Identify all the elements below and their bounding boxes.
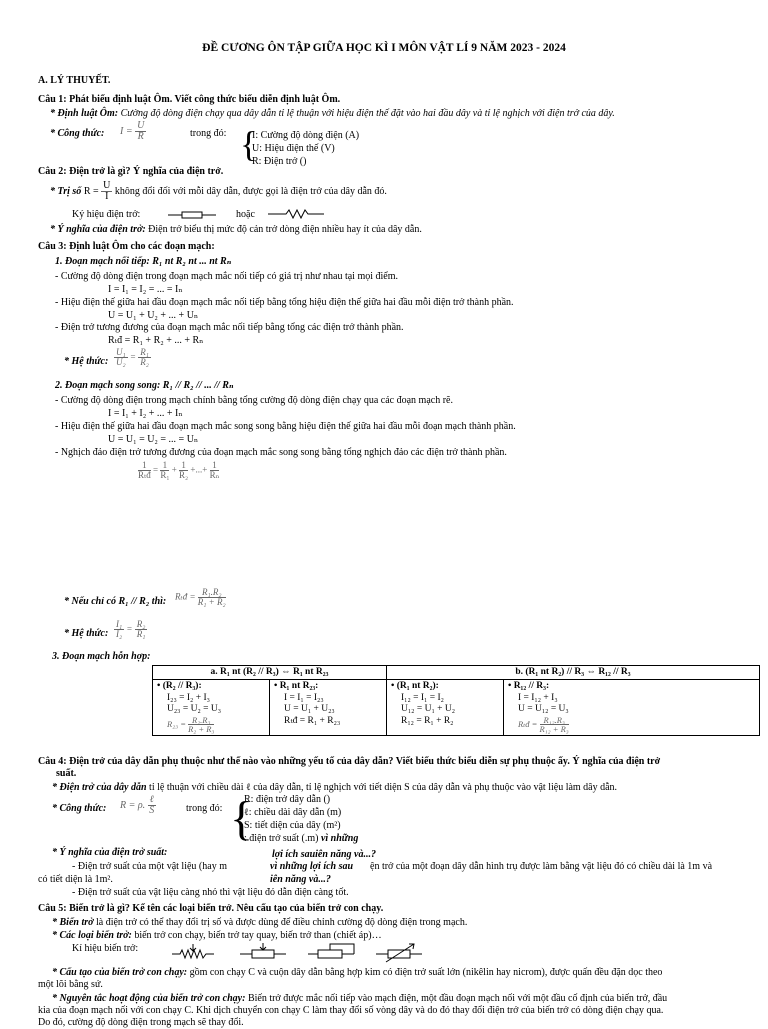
table-header-b: b. (R₁ nt R₂) // R₃ ⇔ R₁₂ // R₃ xyxy=(387,666,760,680)
q4-overlay-2b: iên năng và...? xyxy=(315,849,376,860)
q2-value-r: R = xyxy=(83,185,99,197)
q1-formula-label: * Công thức: xyxy=(50,128,105,139)
q1-formula xyxy=(120,121,146,142)
document-title: ĐỀ CƯƠNG ÔN TẬP GIỮA HỌC KÌ I MÔN VẬT LÍ 9 NĂM 2023 - 2024 xyxy=(202,42,566,54)
q3-s1-title: 1. Đoạn mạch nối tiếp: R₁ nt R₂ nt ... nt Rₙ xyxy=(55,256,232,267)
q3-s2-if-formula xyxy=(175,588,226,607)
mixed-circuit-table xyxy=(152,665,760,736)
q3-s2-if-fraction xyxy=(198,588,226,607)
q4-heading-line2: suất. xyxy=(56,768,77,779)
q4-formula-label: * Công thức: xyxy=(52,803,107,814)
q3-s2-sys-right xyxy=(135,620,148,639)
q4-var-2: ℓ: chiều dài dây dẫn (m) xyxy=(244,807,342,818)
section-a-heading: A. LÝ THUYẾT. xyxy=(38,75,111,86)
q3-s1-sys-label: * Hệ thức: xyxy=(64,356,109,367)
q4-brace: { xyxy=(230,792,254,845)
c4-line1: I = I₁₂ + I₃ xyxy=(518,692,558,703)
c3-line1: I₁₂ = I₁ = I₂ xyxy=(401,692,444,703)
q4-formula-lhs: R = ρ. xyxy=(120,799,146,811)
q3-s2-sys-label: * Hệ thức: xyxy=(64,628,109,639)
q3-s2-f3-term-1 xyxy=(160,461,169,480)
c3-line2: U₁₂ = U₁ + U₂ xyxy=(401,704,456,715)
q3-s2-formula2: U = U₁ = U₂ = ... = Uₙ xyxy=(108,434,199,445)
c3-head: • (R₁ nt R₂): xyxy=(391,681,439,692)
q3-s2-sys-lnum: I₁ xyxy=(116,619,123,629)
q3-s1-formula3: Rₜđ = R₁ + R₂ + ... + Rₙ xyxy=(108,335,204,346)
q3-s1-formula2: U = U₁ + U₂ + ... + Uₙ xyxy=(108,310,199,321)
q5-principle xyxy=(52,993,667,1005)
c4-f-num: R₁₂.R₃ xyxy=(540,716,569,726)
c4-f-lhs: Rₜđ = xyxy=(518,718,538,729)
q4-overlay-4: iên năng và...? xyxy=(270,874,331,885)
c1-f-num: R₂.R₃ xyxy=(188,716,214,726)
q5-definition xyxy=(52,917,467,929)
q2-meaning xyxy=(50,224,422,236)
q3-s2-f3-n3: 1 xyxy=(210,461,220,471)
q3-s2-line3: - Nghịch đảo điện trở tương đương của đoạn mạch mắc song song bằng tổng nghịch đảo các điện trở thành phần. xyxy=(55,447,507,458)
q4-formula-fraction xyxy=(148,795,156,816)
table-header-a: a. R₁ nt (R₂ // R₃) ⇔ R₁ nt R₂₃ xyxy=(153,666,387,680)
q4-overlay-3: vì những lợi ích sau xyxy=(270,861,354,872)
resistor-rect-icon xyxy=(168,209,218,221)
q4-formula-den: S xyxy=(149,805,155,816)
q3-s2-if-label: * Nếu chỉ có R₁ // R₂ thì: xyxy=(64,596,167,607)
q3-s2-f3-n0: 1 xyxy=(138,461,151,471)
q3-s1-sys-left xyxy=(114,348,128,367)
q1-formula-den: R xyxy=(137,131,144,142)
q2-value-num: U xyxy=(103,180,111,191)
q3-s2-f3-d3: Rₙ xyxy=(209,470,220,480)
q1-def-text: Cường độ dòng điện chạy qua dây dẫn tỉ lệ thuận với hiệu điện thế đặt vào hai đầu dây và tỉ lệ nghịch với điện trở của dây. xyxy=(120,108,615,119)
c1-formula xyxy=(157,716,265,734)
q2-value-label: * Trị số xyxy=(50,185,82,197)
q3-s1-sys-rnum: R₁ xyxy=(140,347,149,357)
c1-f-den: R₂ + R₃ xyxy=(188,724,215,735)
q5-def-text: là điện trở có thể thay đổi trị số và được dùng để điều chỉnh cường độ dòng điện trong mạch. xyxy=(95,917,468,928)
q4-dependence xyxy=(52,782,617,794)
q3-s2-f3-n1: 1 xyxy=(160,461,169,471)
q1-formula-fraction xyxy=(135,121,146,142)
q5-types-label: * Các loại biến trở: xyxy=(52,930,132,941)
q3-s3-title: 3. Đoạn mạch hỗn hợp: xyxy=(52,651,151,662)
q2-meaning-text: Điện trở biểu thị mức độ cản trở dòng điện nhiều hay ít của dây dẫn. xyxy=(148,224,422,235)
q2-heading: Câu 2: Điện trở là gì? Ý nghĩa của điện trở. xyxy=(38,166,224,177)
q1-var-1: I: Cường độ dòng điện (A) xyxy=(252,130,360,141)
q4-meaning-label: * Ý nghĩa của điện trở suất: xyxy=(52,847,168,858)
table-cell-3 xyxy=(387,680,504,735)
q3-s1-sys-eq: = xyxy=(129,351,136,362)
q3-s2-formula1: I = I₁ + I₂ + ... + Iₙ xyxy=(108,408,183,419)
q5-structure-line2: một lõi bằng sứ. xyxy=(38,979,103,990)
rheostat-box-tap-icon xyxy=(308,944,354,958)
q5-prin-text: Biến trở được mắc nối tiếp vào mạch điện, một đầu đoạn mạch nối với một đầu cố định của biến trở, đầu xyxy=(247,993,668,1004)
q4-var-4-text: : điện trở suất (.m) xyxy=(244,833,319,844)
q5-struct-label: * Cấu tạo của biến trở con chạy: xyxy=(52,967,188,978)
q3-s1-sys-lnum: U₁ xyxy=(116,347,126,357)
q3-s2-f3-d2: R₂ xyxy=(179,470,189,480)
q3-heading: Câu 3: Định luật Ôm cho các đoạn mạch: xyxy=(38,241,215,252)
q3-s2-f3-eq: = xyxy=(152,464,159,475)
q1-in-which: trong đó: xyxy=(190,128,227,139)
c2-head: • R₁ nt R₂₃: xyxy=(274,681,319,692)
table-cell-1 xyxy=(153,680,270,735)
q4-formula-num: ℓ xyxy=(149,794,154,805)
table-cell-4 xyxy=(504,680,760,735)
q4-meaning-line1 xyxy=(72,861,227,873)
q3-s2-f3-term-n xyxy=(210,461,220,480)
table-cell-2 xyxy=(270,680,387,735)
q3-s2-f3-plus2: +...+ xyxy=(190,464,208,475)
c1-line1: I₂₃ = I₂ + I₃ xyxy=(167,692,210,703)
q5-principle-line3: Do đó, cường độ dòng điện trong mạch sẽ thay đổi. xyxy=(38,1017,244,1028)
c1-f-frac xyxy=(188,716,214,734)
q3-s2-f3-d1: R₁ xyxy=(160,470,170,480)
q3-s2-formula3 xyxy=(138,461,219,480)
c4-f-den: R₁₂ + R₃ xyxy=(539,724,569,735)
q4-m-l1a: - Điện trở suất của một vật liệu (hay m xyxy=(72,861,227,872)
q3-s1-sys-rden: R₂ xyxy=(140,357,149,367)
q3-s1-line2: - Hiệu điện thế giữa hai đầu đoạn mạch mắc nối tiếp bằng tổng hiệu điện thế giữa hai đầu mỗi điện trở thành phần. xyxy=(55,297,514,308)
q1-formula-num: U xyxy=(137,120,145,131)
c4-line2: U = U₁₂ = U₃ xyxy=(518,704,569,715)
q3-s1-line1: - Cường độ dòng điện trong đoạn mạch mắc nối tiếp có giá trị như nhau tại mọi điểm. xyxy=(55,271,399,282)
c1-f-lhs: R₂₃ = xyxy=(167,718,186,729)
c2-line2: U = U₁ + U₂₃ xyxy=(284,704,335,715)
q2-value-fraction xyxy=(101,181,112,202)
q4-overlay-2 xyxy=(272,849,376,861)
q3-s2-sys-lden: I₂ xyxy=(116,629,123,639)
c1-head: • (R₂ // R₃): xyxy=(157,681,202,692)
q5-types-text: biến trở con chạy, biến trở tay quay, biến trở than (chiết áp)… xyxy=(134,930,382,941)
q3-s2-sys-rnum: R₂ xyxy=(136,619,146,629)
rheostat-box-slider-icon xyxy=(240,943,286,958)
q1-def-label: * Định luật Ôm: xyxy=(50,108,119,119)
q3-s2-f3-n2: 1 xyxy=(179,461,188,471)
c2-line1: I = I₁ = I₂₃ xyxy=(284,692,324,703)
q5-struct-text: gồm con chạy C và cuộn dây dẫn bằng hợp kim có điện trở suất lớn (nikêlin hay nicrom), được quấn đều đặn dọc theo xyxy=(189,967,663,978)
c4-formula xyxy=(508,716,755,734)
q3-s2-line1: - Cường độ dòng điện trong mạch chính bằng tổng cường độ dòng điện chạy qua các đoạn mạch rẽ. xyxy=(55,395,453,406)
q2-or: hoặc xyxy=(236,209,255,220)
q2-value-line xyxy=(50,181,387,202)
q4-var-4 xyxy=(244,833,358,845)
c4-f-frac xyxy=(540,716,569,734)
q5-def-label: * Biến trở xyxy=(52,917,94,928)
q3-s2-sys-left xyxy=(114,620,124,639)
c3-line3: R₁₂ = R₁ + R₂ xyxy=(401,715,454,726)
q2-symbol-label: Ký hiệu điện trở: xyxy=(72,209,141,220)
q3-s2-sys-formula xyxy=(114,620,147,639)
q3-s1-line3: - Điện trở tương đương của đoạn mạch mắc nối tiếp bằng tổng các điện trở thành phần. xyxy=(55,322,404,333)
q3-s2-sys-rden: R₁ xyxy=(136,629,146,639)
rheostat-symbols xyxy=(172,940,472,964)
resistor-zigzag-icon xyxy=(268,208,324,220)
q3-s2-f3-d0: Rₜđ xyxy=(138,470,151,480)
c2-line3: Rₜđ = R₁ + R₂₃ xyxy=(284,715,341,726)
q1-var-3: R: Điện trở () xyxy=(252,156,307,167)
q3-s2-f3-term-2 xyxy=(179,461,188,480)
q4-overlay-1: vì những xyxy=(320,833,359,844)
q4-meaning-line1b: ện trở của một đoạn dây dẫn hình trụ được làm bằng vật liệu đó có chiều dài là 1m và xyxy=(370,861,713,872)
q3-s1-formula1: I = I₁ = I₂ = ... = Iₙ xyxy=(108,284,183,295)
q3-s2-f3-plus1: + xyxy=(171,464,177,475)
q4-heading-line1: Câu 4: Điện trở của dây dẫn phụ thuộc như thế nào vào những yếu tố của dây dẫn? Viết biểu thức biểu diễn sự phụ thuộc ấy. Ý nghĩa của điện trở xyxy=(38,756,661,767)
q3-s1-sys-lden: U₂ xyxy=(116,357,126,367)
q3-s1-sys-formula xyxy=(114,348,151,367)
q5-structure xyxy=(52,967,662,979)
q4-dep-text: tỉ lệ thuận với chiều dài ℓ của dây dẫn, tỉ lệ nghịch với tiết diện S của dây dẫn và phụ thuộc vào vật liệu làm dây dẫn. xyxy=(149,782,618,793)
q5-prin-label: * Nguyên tắc hoạt động của biến trở con chạy: xyxy=(52,993,246,1004)
q5-principle-line2: kia của đoạn mạch nối với con chạy C. Khi dịch chuyển con chạy C làm thay đổi số vòng dây và do đó thay đổi điện trở của biến trở có dòng điện chạy qua. xyxy=(38,1005,664,1016)
q1-heading: Câu 1: Phát biểu định luật Ôm. Viết công thức biểu diễn định luật Ôm. xyxy=(38,94,341,105)
q3-s2-sys-eq: = xyxy=(126,623,133,634)
c4-head: • R₁₂ // R₃: xyxy=(508,681,550,692)
q4-meaning-line2: có tiết diện là 1m². xyxy=(38,874,113,885)
q4-dep-label: * Điện trở của dây dẫn xyxy=(52,782,147,793)
q5-symbol-label: Kí hiệu biến trở: xyxy=(72,943,139,954)
q5-heading: Câu 5: Biến trở là gì? Kể tên các loại biến trở. Nêu cấu tạo của biến trở con chạy. xyxy=(38,903,384,914)
c1-line2: U₂₃ = U₂ = U₃ xyxy=(167,704,222,715)
q4-meaning-line3: - Điện trở suất của vật liệu càng nhỏ thì vật liệu đó dẫn điện càng tốt. xyxy=(72,887,349,898)
rheostat-zigzag-icon xyxy=(172,944,214,958)
q3-s2-line2: - Hiệu điện thế giữa hai đầu đoạn mạch mắc song song bằng hiệu điện thế giữa hai đầu mỗi đoạn mạch thành phần. xyxy=(55,421,516,432)
q4-var-1: R: điện trở dây dẫn () xyxy=(244,794,331,805)
q3-s2-f3-term-tđ xyxy=(138,461,151,480)
q3-s1-sys-right xyxy=(138,348,151,367)
q1-definition xyxy=(50,108,615,120)
q2-meaning-label: * Ý nghĩa của điện trở: xyxy=(50,224,146,235)
q2-value-text: không đổi đối với mỗi dây dẫn, được gọi là điện trở của dây dẫn đó. xyxy=(114,185,387,197)
q3-s2-if-num: R₁.R₂ xyxy=(198,588,226,598)
q3-s2-title: 2. Đoạn mạch song song: R₁ // R₂ // ... // Rₙ xyxy=(55,380,234,391)
q2-value-den: I xyxy=(105,191,109,202)
q4-var-3: S: tiết diện của dây (m²) xyxy=(244,820,341,831)
q3-s2-if-den: R₁ + R₂ xyxy=(197,597,226,607)
q4-in-which: trong đó: xyxy=(186,803,223,814)
rheostat-box-diagonal-icon xyxy=(376,944,422,962)
q4-formula xyxy=(120,795,156,816)
q4-overlay-2a: lợi ích sau xyxy=(272,849,316,860)
q3-s2-if-lhs: Rₜđ = xyxy=(175,591,196,602)
q1-var-2: U: Hiệu điện thế (V) xyxy=(252,143,335,154)
q1-formula-lhs: I = xyxy=(120,125,133,137)
q1-brace: { xyxy=(240,124,258,164)
